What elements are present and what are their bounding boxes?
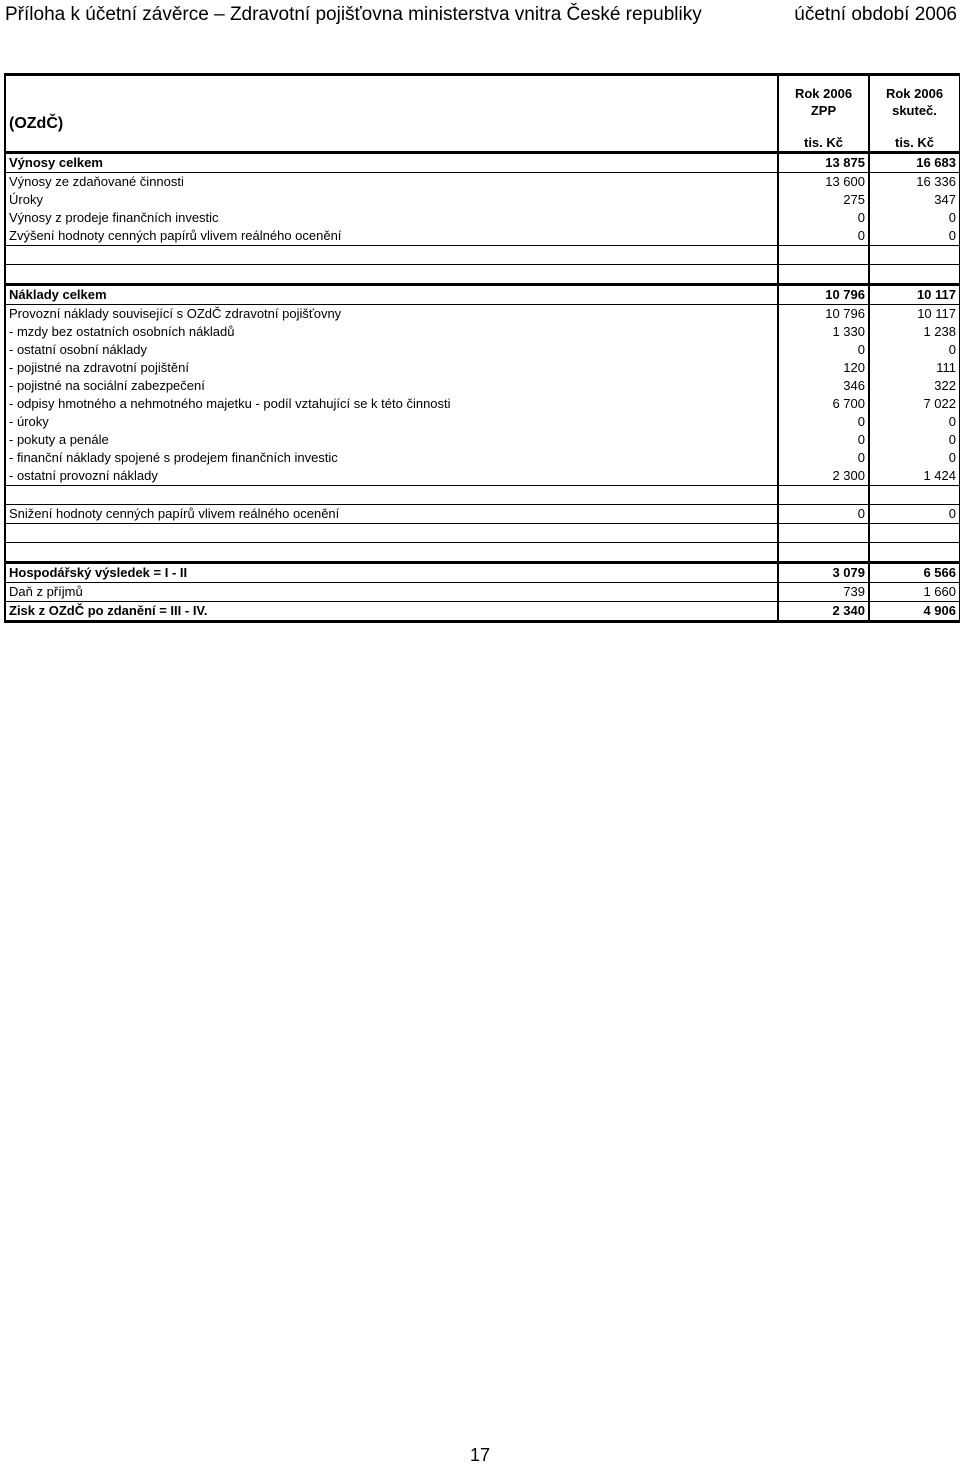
row-plan-value: 0 (778, 209, 869, 227)
row-actual-value: 0 (869, 449, 960, 467)
row-actual-value: 7 022 (869, 395, 960, 413)
row-label: - mzdy bez ostatních osobních nákladů (5, 323, 778, 341)
unit-plan: tis. Kč (778, 135, 869, 153)
row-actual-value: 16 683 (869, 153, 960, 173)
row-label: - ostatní provozní náklady (5, 467, 778, 486)
table-row (5, 377, 960, 395)
table-row (5, 191, 960, 209)
row-plan-value: 0 (778, 449, 869, 467)
table-row (5, 305, 960, 324)
table-row (5, 602, 960, 622)
row-label: Výnosy celkem (5, 153, 778, 173)
row-label: Daň z příjmů (5, 583, 778, 602)
row-label: Hospodářský výsledek = I - II (5, 563, 778, 583)
row-label: Zisk z OZdČ po zdanění = III - IV. (5, 602, 778, 622)
row-plan-value: 0 (778, 227, 869, 246)
table-row (5, 467, 960, 486)
row-plan-value: 346 (778, 377, 869, 395)
table-row (5, 153, 960, 173)
row-actual-value: 1 660 (869, 583, 960, 602)
table-row (5, 505, 960, 524)
spacer-row (5, 524, 960, 543)
table-header-row (5, 75, 960, 136)
table-row (5, 173, 960, 192)
row-plan-value: 0 (778, 341, 869, 359)
row-actual-value: 347 (869, 191, 960, 209)
row-actual-value: 6 566 (869, 563, 960, 583)
table-row (5, 395, 960, 413)
row-label: Provozní náklady související s OZdČ zdravotní pojišťovny (5, 305, 778, 324)
table-row (5, 431, 960, 449)
ozdc-results-table (4, 73, 960, 623)
row-actual-value: 10 117 (869, 285, 960, 305)
row-label: Zvýšení hodnoty cenných papírů vlivem reálného ocenění (5, 227, 778, 246)
row-label: - pokuty a penále (5, 431, 778, 449)
row-plan-value: 0 (778, 505, 869, 524)
unit-row (5, 135, 960, 153)
row-label: - pojistné na zdravotní pojištění (5, 359, 778, 377)
table-row (5, 583, 960, 602)
table-row (5, 323, 960, 341)
row-label: - ostatní osobní náklady (5, 341, 778, 359)
spacer-row (5, 486, 960, 505)
row-label: Úroky (5, 191, 778, 209)
row-plan-value: 13 875 (778, 153, 869, 173)
unit-actual: tis. Kč (869, 135, 960, 153)
row-plan-value: 2 340 (778, 602, 869, 622)
row-plan-value: 120 (778, 359, 869, 377)
col-plan-header (778, 75, 869, 136)
col-actual-header-line1: Rok 2006 (885, 86, 944, 101)
spacer-row (5, 246, 960, 265)
page-header (5, 3, 957, 27)
accounting-period: účetní období 2006 (794, 4, 957, 25)
table-row (5, 413, 960, 431)
row-actual-value: 0 (869, 431, 960, 449)
row-plan-value: 739 (778, 583, 869, 602)
table-row (5, 359, 960, 377)
row-actual-value: 0 (869, 209, 960, 227)
spacer-row (5, 543, 960, 563)
table-row (5, 227, 960, 246)
row-label: Výnosy ze zdaňované činnosti (5, 173, 778, 192)
row-plan-value: 10 796 (778, 285, 869, 305)
row-actual-value: 0 (869, 227, 960, 246)
row-plan-value: 6 700 (778, 395, 869, 413)
col-plan-header-line1: Rok 2006 (794, 86, 853, 101)
row-actual-value: 322 (869, 377, 960, 395)
row-label: - pojistné na sociální zabezpečení (5, 377, 778, 395)
row-actual-value: 111 (869, 359, 960, 377)
row-label: Výnosy z prodeje finančních investic (5, 209, 778, 227)
row-actual-value: 0 (869, 505, 960, 524)
spacer-row (5, 265, 960, 285)
section-title: (OZdČ) (5, 75, 778, 136)
document-title: Příloha k účetní závěrce – Zdravotní pojišťovna ministerstva vnitra České republiky (5, 4, 702, 25)
row-actual-value: 4 906 (869, 602, 960, 622)
row-actual-value: 0 (869, 413, 960, 431)
table-row (5, 285, 960, 305)
row-actual-value: 0 (869, 341, 960, 359)
row-plan-value: 1 330 (778, 323, 869, 341)
row-plan-value: 3 079 (778, 563, 869, 583)
row-label: - úroky (5, 413, 778, 431)
row-label: - finanční náklady spojené s prodejem finančních investic (5, 449, 778, 467)
row-actual-value: 1 424 (869, 467, 960, 486)
table-row (5, 209, 960, 227)
row-plan-value: 13 600 (778, 173, 869, 192)
row-plan-value: 0 (778, 413, 869, 431)
row-label: Náklady celkem (5, 285, 778, 305)
row-actual-value: 16 336 (869, 173, 960, 192)
row-plan-value: 0 (778, 431, 869, 449)
row-plan-value: 10 796 (778, 305, 869, 324)
col-actual-header (869, 75, 960, 136)
row-plan-value: 275 (778, 191, 869, 209)
table-row (5, 341, 960, 359)
col-actual-header-line2: skuteč. (892, 103, 937, 118)
row-label: Snižení hodnoty cenných papírů vlivem reálného ocenění (5, 505, 778, 524)
row-plan-value: 2 300 (778, 467, 869, 486)
row-label: - odpisy hmotného a nehmotného majetku - podíl vztahující se k této činnosti (5, 395, 778, 413)
table-row (5, 449, 960, 467)
row-actual-value: 10 117 (869, 305, 960, 324)
table-row (5, 563, 960, 583)
row-actual-value: 1 238 (869, 323, 960, 341)
page-number: 17 (469, 1445, 491, 1465)
col-plan-header-line2: ZPP (810, 103, 837, 118)
